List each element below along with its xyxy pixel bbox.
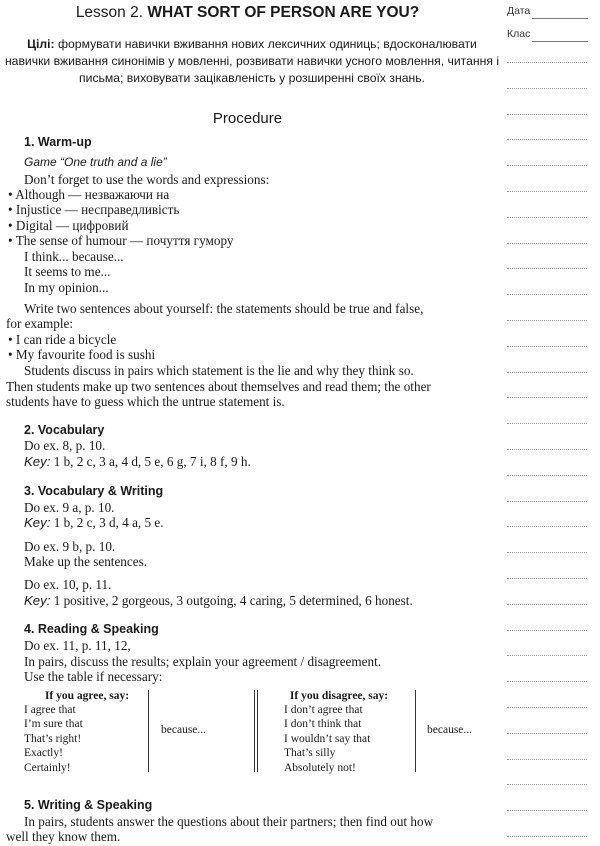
margin-note-line[interactable] bbox=[507, 501, 587, 502]
margin-note-line[interactable] bbox=[507, 707, 587, 708]
bullet-text: Injustice — несправедливість bbox=[15, 202, 180, 217]
warmup-bullet: • Although — незважаючи на bbox=[8, 187, 170, 202]
because-text: because... bbox=[427, 724, 473, 736]
margin-note-line[interactable] bbox=[507, 62, 587, 63]
margin-note-line[interactable] bbox=[507, 655, 587, 656]
key-text: 1 b, 2 c, 3 d, 4 a, 5 e. bbox=[50, 515, 164, 530]
disagree-list bbox=[284, 703, 370, 775]
section-warmup-heading: 1. Warm-up bbox=[24, 135, 92, 149]
margin-note-line[interactable] bbox=[507, 552, 587, 553]
vocabulary-task: Do ex. 8, p. 10. bbox=[24, 438, 106, 453]
section-writing-speaking-heading: 5. Writing & Speaking bbox=[24, 798, 153, 812]
margin-note-line[interactable] bbox=[507, 191, 587, 192]
bullet-text: Digital — цифровий bbox=[15, 218, 129, 233]
date-label: Дата bbox=[507, 5, 531, 17]
disagree-phrase: Absolutely not! bbox=[284, 761, 356, 774]
goals-label: Цілі: bbox=[27, 37, 55, 51]
reading-instruction: In pairs, discuss the results; explain your agreement / disagreement. bbox=[24, 654, 382, 669]
vocab-writing-task: Do ex. 9 a, p. 10. bbox=[24, 500, 115, 515]
table-divider bbox=[415, 690, 416, 772]
procedure-title: Procedure bbox=[212, 110, 283, 127]
agree-list bbox=[24, 703, 83, 775]
lesson-heading: WHAT SORT OF PERSON ARE YOU? bbox=[147, 4, 420, 21]
margin-note-line[interactable] bbox=[507, 346, 587, 347]
warmup-discuss: Then students make up two sentences about themselves and read them; the other bbox=[6, 379, 431, 394]
vocabulary-key bbox=[24, 454, 251, 470]
bullet-text: Although — незважаючи на bbox=[15, 187, 170, 202]
warmup-bullet: • Digital — цифровий bbox=[8, 218, 129, 233]
key-label: Key: bbox=[24, 593, 51, 608]
agree-phrase: I’m sure that bbox=[24, 718, 83, 731]
margin-note-line[interactable] bbox=[507, 372, 587, 373]
margin-note-line[interactable] bbox=[507, 810, 587, 811]
margin-note-line[interactable] bbox=[507, 578, 587, 579]
warmup-phrase: It seems to me... bbox=[24, 264, 111, 279]
section-reading-speaking-heading: 4. Reading & Speaking bbox=[24, 622, 159, 636]
date-line[interactable] bbox=[532, 18, 588, 19]
warmup-bullet: • Injustice — несправедливість bbox=[8, 202, 180, 217]
margin-note-line[interactable] bbox=[507, 114, 587, 115]
table-divider bbox=[254, 690, 255, 772]
writing-speaking-text: In pairs, students answer the questions about their partners; then find out how bbox=[24, 814, 434, 829]
disagree-phrase: I don’t think that bbox=[284, 718, 362, 731]
key-text: 1 b, 2 c, 3 a, 4 d, 5 e, 6 g, 7 i, 8 f, 9 h. bbox=[50, 454, 251, 469]
section-vocabulary-heading: 2. Vocabulary bbox=[24, 423, 105, 437]
warmup-phrase: I think... because... bbox=[24, 249, 124, 264]
disagree-phrase: I wouldn’t say that bbox=[284, 732, 371, 745]
agree-phrase: I agree that bbox=[24, 704, 76, 716]
writing-speaking-text: well they know them. bbox=[6, 829, 121, 844]
warmup-discuss: Students discuss in pairs which statement is the lie and why they think so. bbox=[24, 363, 414, 378]
margin-note-line[interactable] bbox=[507, 243, 587, 244]
warmup-intro: Don’t forget to use the words and expressions: bbox=[24, 172, 270, 187]
margin-note-line[interactable] bbox=[507, 397, 587, 398]
vocab-writing-key bbox=[24, 515, 164, 531]
margin-note-line[interactable] bbox=[507, 294, 587, 295]
vocab-writing-note: Make up the sentences. bbox=[24, 554, 148, 569]
margin-note-line[interactable] bbox=[507, 475, 587, 476]
warmup-write-instruction: Write two sentences about yourself: the statements should be true and false, bbox=[24, 301, 424, 316]
reading-instruction: Use the table if necessary: bbox=[24, 669, 163, 684]
warmup-bullet: • The sense of humour — почуття гумору bbox=[8, 233, 234, 248]
disagree-phrase: That’s silly bbox=[284, 747, 336, 760]
key-text: 1 positive, 2 gorgeous, 3 outgoing, 4 caring, 5 determined, 6 honest. bbox=[50, 593, 413, 608]
margin-note-line[interactable] bbox=[507, 759, 587, 760]
key-label: Key: bbox=[24, 515, 51, 530]
lesson-number: Lesson 2. bbox=[75, 4, 144, 21]
goals-text: формувати навички вживання нових лексичних одиниць; вдосконалювати навички вживання синонімів у мовленні, розвивати навички усного мовлення, читання і письма; виховувати зацікавленість у розширенні своїх знань. bbox=[4, 37, 500, 85]
because-text: because... bbox=[161, 724, 207, 736]
margin-note-line[interactable] bbox=[507, 604, 587, 605]
agree-phrase: That’s right! bbox=[24, 732, 82, 745]
margin-note-line[interactable] bbox=[507, 630, 587, 631]
margin-note-line[interactable] bbox=[507, 320, 587, 321]
warmup-write-instruction-cont: for example: bbox=[6, 316, 74, 331]
disagree-header: If you disagree, say: bbox=[289, 690, 389, 702]
margin-note-line[interactable] bbox=[507, 836, 587, 837]
margin-note-line[interactable] bbox=[507, 165, 587, 166]
example-text: My favourite food is sushi bbox=[15, 347, 156, 362]
example-text: I can ride a bicycle bbox=[15, 332, 117, 347]
margin-note-line[interactable] bbox=[507, 784, 587, 785]
margin-note-line[interactable] bbox=[507, 423, 587, 424]
lesson-goals bbox=[4, 36, 500, 87]
vocab-writing-key bbox=[24, 593, 413, 609]
bullet-text: The sense of humour — почуття гумору bbox=[15, 233, 234, 248]
table-divider bbox=[257, 690, 258, 772]
lesson-title bbox=[0, 4, 495, 22]
warmup-example: • My favourite food is sushi bbox=[8, 347, 156, 362]
warmup-phrase: In my opinion... bbox=[24, 280, 109, 295]
margin-note-line[interactable] bbox=[507, 268, 587, 269]
section-vocab-writing-heading: 3. Vocabulary & Writing bbox=[24, 484, 164, 498]
margin-note-line[interactable] bbox=[507, 681, 587, 682]
agree-header: If you agree, say: bbox=[44, 690, 130, 702]
table-divider bbox=[148, 690, 149, 772]
margin-note-line[interactable] bbox=[507, 449, 587, 450]
warmup-example: • I can ride a bicycle bbox=[8, 332, 117, 347]
warmup-discuss: students have to guess which the untrue statement is. bbox=[6, 394, 285, 409]
warmup-game: Game “One truth and a lie” bbox=[24, 155, 167, 169]
margin-note-line[interactable] bbox=[507, 217, 587, 218]
reading-task: Do ex. 11, p. 11, 12, bbox=[24, 638, 131, 653]
agree-phrase: Certainly! bbox=[24, 761, 71, 774]
class-line[interactable] bbox=[532, 41, 588, 42]
disagree-phrase: I don’t agree that bbox=[284, 704, 363, 716]
vocab-writing-task: Do ex. 10, p. 11. bbox=[24, 577, 112, 592]
margin-note-line[interactable] bbox=[507, 526, 587, 527]
margin-note-line[interactable] bbox=[507, 139, 587, 140]
margin-note-line[interactable] bbox=[507, 733, 587, 734]
class-label: Клас bbox=[507, 28, 531, 40]
agree-phrase: Exactly! bbox=[24, 747, 63, 760]
vocab-writing-task: Do ex. 9 b, p. 10. bbox=[24, 539, 116, 554]
key-label: Key: bbox=[24, 454, 51, 469]
margin-note-line[interactable] bbox=[507, 88, 587, 89]
